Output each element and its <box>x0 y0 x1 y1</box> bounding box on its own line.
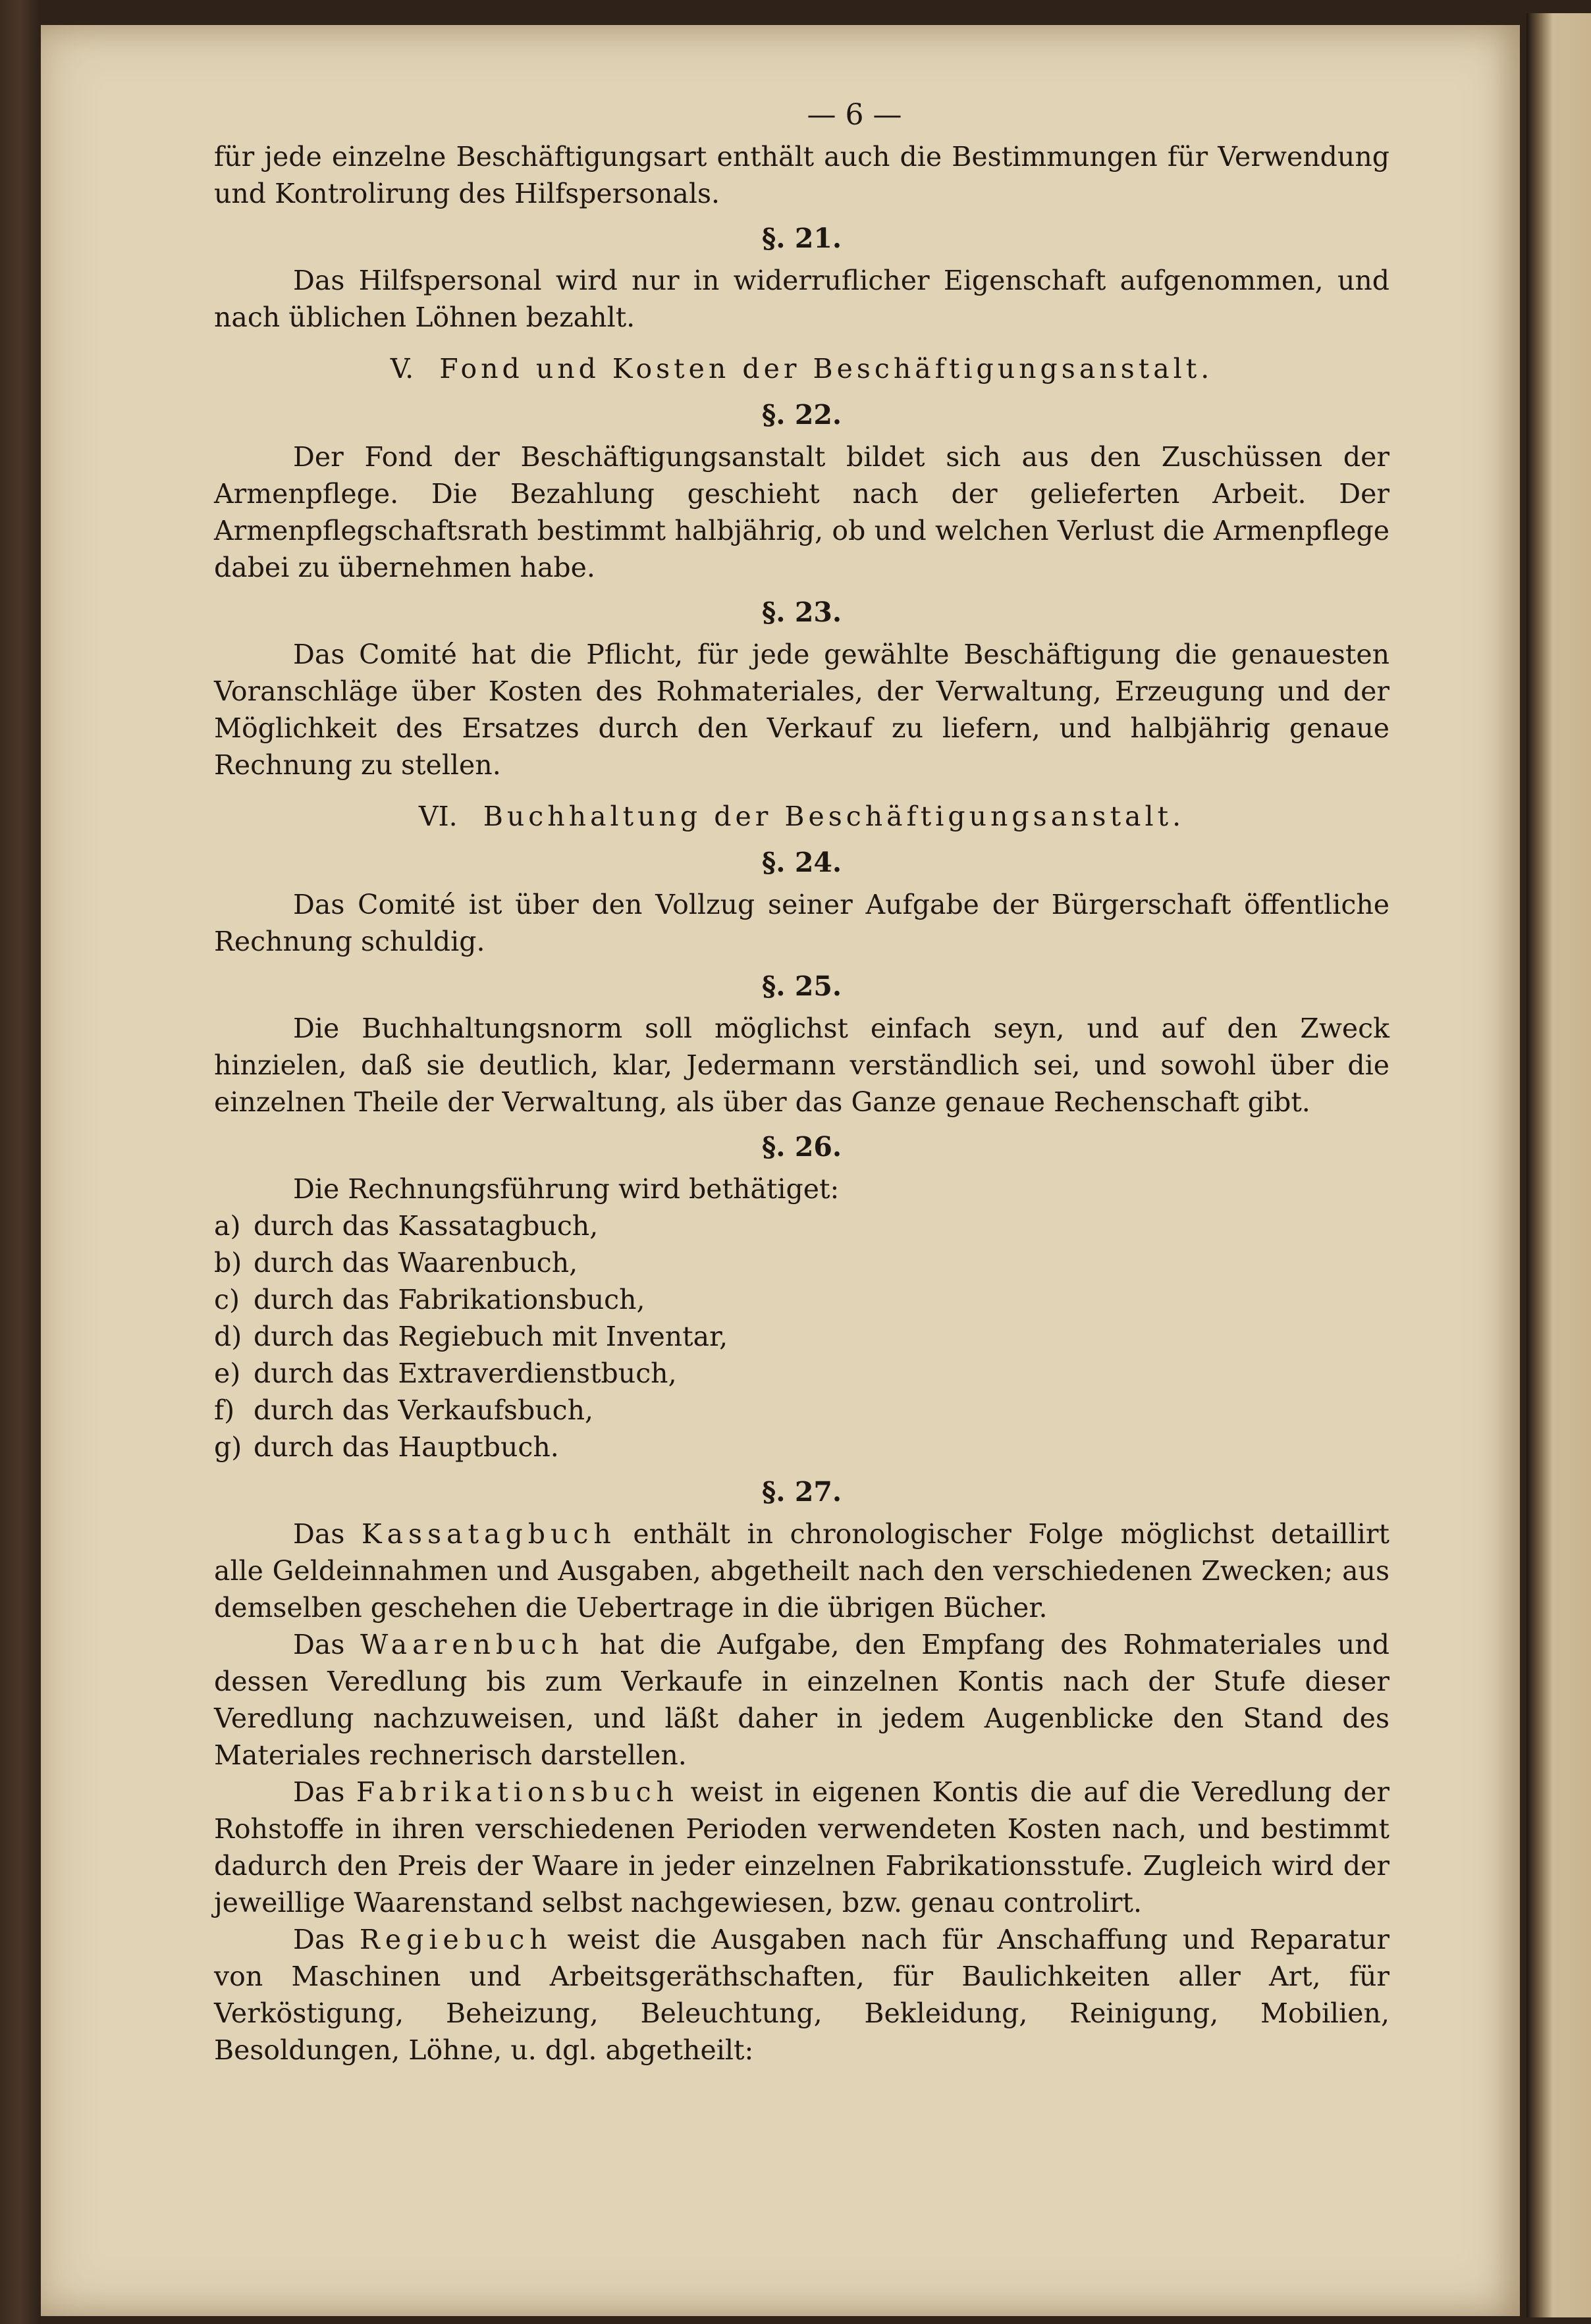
chapter-5-number: V. <box>390 353 414 384</box>
next-page-edge <box>1526 13 1591 2317</box>
list-item-text: durch das Verkaufsbuch, <box>254 1394 594 1426</box>
section-26-title: §. 26. <box>761 1131 842 1163</box>
section-23-text: Das Comité hat die Pflicht, für jede gewählte Beschäftigung die genauesten Voranschläge über Kosten des Rohmateriales, der Verwaltung, Erzeugung und der Möglichkeit des Ersatzes durch den Verkauf zu liefern, und halbjährig genaue Rechnung zu stellen. <box>214 639 1389 781</box>
section-21-title: §. 21. <box>761 223 842 254</box>
section-27-paragraph-4 <box>214 1921 1389 2069</box>
section-22-title: §. 22. <box>761 399 842 431</box>
list-item-text: durch das Fabrikationsbuch, <box>254 1284 645 1315</box>
list-item-text: durch das Extraverdienstbuch, <box>254 1358 677 1389</box>
chapter-6-title: Buchhaltung der Beschäftigungsanstalt. <box>483 801 1185 832</box>
list-item-letter: b) <box>214 1247 242 1279</box>
intro-paragraph: für jede einzelne Beschäftigungsart enthält auch die Bestimmungen für Verwendung und Kontrolirung des Hilfspersonals. <box>214 141 1389 209</box>
section-26-intro: Die Rechnungsführung wird bethätiget: <box>293 1173 840 1205</box>
list-item-text: durch das Kassatagbuch, <box>254 1210 599 1242</box>
article-word: Das <box>293 1776 345 1808</box>
list-item <box>214 1355 1389 1392</box>
list-item <box>214 1429 1389 1466</box>
term-kassatagbuch: Kassatagbuch <box>361 1518 616 1550</box>
term-regiebuch: Regiebuch <box>360 1924 553 1955</box>
chapter-5-heading <box>214 349 1389 388</box>
list-item <box>214 1392 1389 1429</box>
list-item-letter: c) <box>214 1284 240 1315</box>
chapter-6-number: VI. <box>418 801 458 832</box>
page-content <box>214 92 1389 2069</box>
term-fabrikationsbuch: Fabrikationsbuch <box>356 1776 679 1808</box>
article-word: Das <box>293 1629 345 1660</box>
chapter-5-title: Fond und Kosten der Beschäftigungsanstalt. <box>439 353 1214 384</box>
paragraph-text: weist die Ausgaben nach für Anschaffung und Reparatur von Maschinen und Arbeitsgeräthschaften, für Baulichkeiten aller Art, für Verköstigung, Beheizung, Beleuchtung, Bekleidung, Reinigung, Mobilien, Besoldungen, Löhne, u. dgl. abgetheilt: <box>214 1924 1389 2066</box>
list-item-text: durch das Regiebuch mit Inventar, <box>254 1321 728 1352</box>
article-word: Das <box>293 1518 345 1550</box>
bookkeeping-list <box>214 1207 1389 1466</box>
list-item <box>214 1244 1389 1281</box>
paragraph-text: hat die Aufgabe, den Empfang des Rohmateriales und dessen Veredlung bis zum Verkaufe in einzelnen Kontis nach der Stufe dieser Veredlung nachzuweisen, und läßt daher in jedem Augenblicke den Stand des Materiales rechnerisch darstellen. <box>214 1629 1389 1771</box>
section-27-paragraph-1 <box>214 1516 1389 1626</box>
list-item-letter: a) <box>214 1210 241 1242</box>
term-waarenbuch: Waarenbuch <box>360 1629 584 1660</box>
list-item-letter: e) <box>214 1358 241 1389</box>
list-item-letter: d) <box>214 1321 242 1352</box>
paragraph-text: enthält in chronologischer Folge möglichst detaillirt alle Geldeinnahmen und Ausgaben, abgetheilt nach den verschiedenen Zwecken; aus demselben geschehen die Uebertrage in die übrigen Bücher. <box>214 1518 1389 1624</box>
section-23-title: §. 23. <box>761 596 842 628</box>
section-22-text: Der Fond der Beschäftigungsanstalt bildet sich aus den Zuschüssen der Armenpflege. Die Bezahlung geschieht nach der gelieferten Arbeit. Der Armenpflegschaftsrath bestimmt halbjährig, ob und welchen Verlust die Armenpflege dabei zu übernehmen habe. <box>214 441 1389 583</box>
list-item <box>214 1281 1389 1318</box>
list-item-text: durch das Waarenbuch, <box>254 1247 578 1279</box>
section-21-text: Das Hilfspersonal wird nur in widerruflicher Eigenschaft aufgenommen, und nach üblichen Löhnen bezahlt. <box>214 265 1389 333</box>
page-number: — 6 — <box>807 98 902 132</box>
list-item <box>214 1207 1389 1244</box>
section-24-text: Das Comité ist über den Vollzug seiner Aufgabe der Bürgerschaft öffentliche Rechnung schuldig. <box>214 889 1389 957</box>
paragraph-text: weist in eigenen Kontis die auf die Veredlung der Rohstoffe in ihren verschiedenen Perioden verwendeten Kosten nach, und bestimmt dadurch den Preis der Waare in jeder einzelnen Fabrikationsstufe. Zugleich wird der jeweillige Waarenstand selbst nachgewiesen, bzw. genau controlirt. <box>214 1776 1389 1918</box>
section-24-title: §. 24. <box>761 847 842 878</box>
section-25-text: Die Buchhaltungsnorm soll möglichst einfach seyn, und auf den Zweck hinzielen, daß sie deutlich, klar, Jedermann verständlich sei, und sowohl über die einzelnen Theile der Verwaltung, als über das Ganze genaue Rechenschaft gibt. <box>214 1013 1389 1118</box>
list-item-text: durch das Hauptbuch. <box>254 1431 559 1463</box>
section-27-title: §. 27. <box>761 1476 842 1508</box>
section-27-paragraph-3 <box>214 1774 1389 1921</box>
article-word: Das <box>293 1924 345 1955</box>
list-item-letter: f) <box>214 1394 235 1426</box>
chapter-6-heading <box>214 797 1389 836</box>
section-27-paragraph-2 <box>214 1626 1389 1774</box>
section-25-title: §. 25. <box>761 970 842 1002</box>
list-item-letter: g) <box>214 1431 242 1463</box>
list-item <box>214 1318 1389 1355</box>
